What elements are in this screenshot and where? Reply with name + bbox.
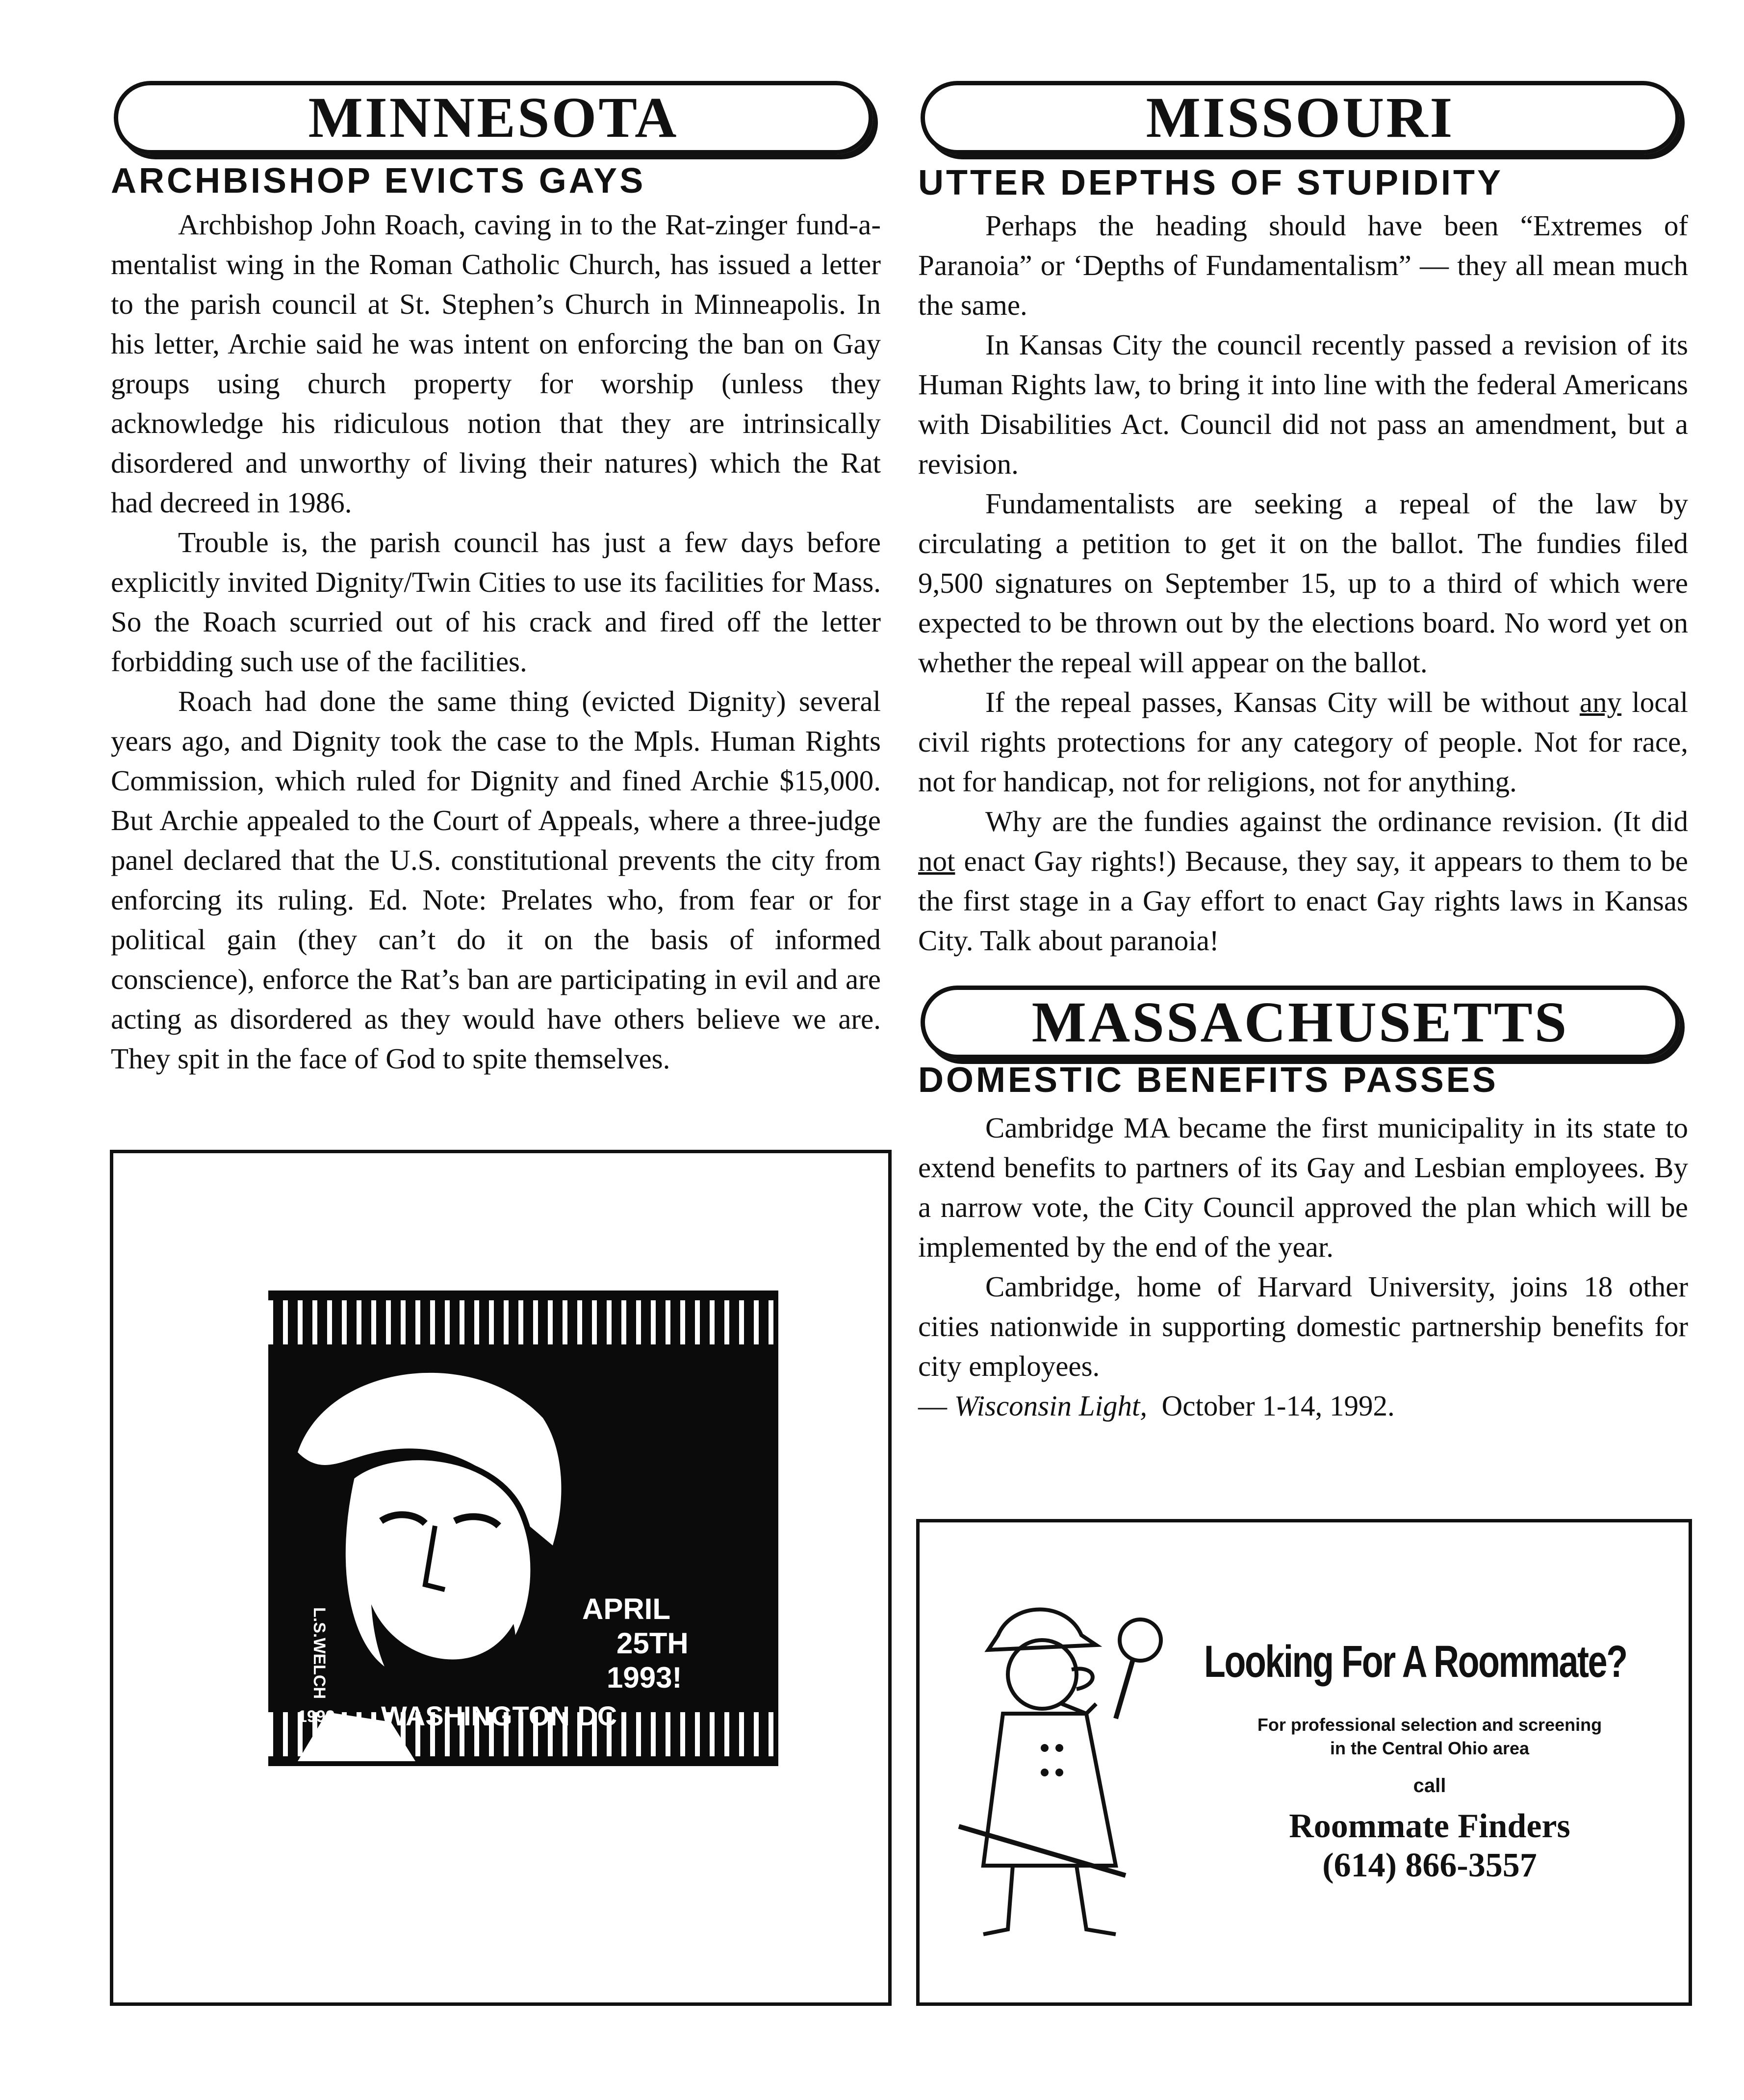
massachusetts-article bbox=[918, 1108, 1688, 1426]
missouri-paragraph-2: In Kansas City the council recently passed a revision of its Human Rights law, to bring it into line with the federal Americans with Disabilities Act. Council did not pass an amendment, but a revision. bbox=[918, 329, 1688, 480]
credit-date: October 1-14, 1992. bbox=[1161, 1390, 1395, 1422]
poster-date-month: APRIL bbox=[582, 1593, 670, 1625]
poster-year: 1992 bbox=[298, 1707, 335, 1726]
missouri-paragraph-4 bbox=[918, 683, 1688, 802]
detective-illustration bbox=[939, 1591, 1170, 1944]
massachusetts-banner bbox=[921, 986, 1680, 1059]
minnesota-state-title: MINNESOTA bbox=[308, 85, 679, 150]
ad-company: Roommate Finders bbox=[1289, 1807, 1570, 1845]
source-credit bbox=[918, 1386, 1688, 1426]
poster-line-miss: MISS bbox=[577, 1414, 723, 1473]
detective-legs bbox=[983, 1866, 1116, 1934]
missouri-headline: UTTER DEPTHS OF STUPIDITY bbox=[918, 163, 1504, 202]
poster-date-day: 25TH bbox=[616, 1627, 689, 1660]
missouri-banner bbox=[921, 81, 1680, 154]
p4-text-after: local civil rights protections for any category of people. Not for race, not for handicap, not for religions, not for anything. bbox=[918, 686, 1688, 798]
p5-text-before: Why are the fundies against the ordinance revision. (It did bbox=[985, 805, 1688, 837]
minnesota-paragraph-1: Archbishop John Roach, caving in to the Rat-zinger fund-a-mentalist wing in the Roman Catholic Church, has issued a letter to the parish council at St. Stephen’s Church in Minneapolis. In his letter, Archie said he was intent on enforcing the ban on Gay groups using church property for worship (unless they acknowledge his ridiculous notion that they are intrinsically disordered and unworthy of living their natures) which the Rat had decreed in 1986. bbox=[111, 208, 881, 519]
minnesota-banner bbox=[114, 81, 873, 154]
poster-line-dont: DONT bbox=[577, 1358, 743, 1417]
ad-line-1: For professional selection and screening bbox=[1257, 1715, 1602, 1735]
minnesota-headline: ARCHBISHOP EVICTS GAYS bbox=[111, 161, 646, 201]
missouri-article bbox=[918, 206, 1688, 961]
massachusetts-state-title: MASSACHUSETTS bbox=[1031, 990, 1569, 1054]
massachusetts-paragraph-1: Cambridge MA became the first municipality in its state to extend benefits to partners of its Gay and Lesbian employees. By a narrow vote, the City Council approved the plan which will be implemented by the end of the year. bbox=[918, 1112, 1688, 1263]
magnifying-glass bbox=[1120, 1619, 1161, 1661]
minnesota-paragraph-3: Roach had done the same thing (evicted Dignity) several years ago, and Dignity took the case to the Mpls. Human Rights Commission, which ruled for Dignity and fined Archie $15,000. But Archie appealed to the Court of Appeals, where a three-judge panel declared that the U.S. constitutional prevents the city from enforcing its ruling. Ed. Note: Prelates who, from fear or for political gain (they can’t do it on the basis of informed conscience), enforce the Rat’s ban are participating in evil and are acting as disordered as they would have others believe we are. They spit in the face of God to spite themselves. bbox=[111, 685, 881, 1075]
poster-line-one: ONE! bbox=[577, 1527, 725, 1586]
credit-dash: — bbox=[918, 1390, 954, 1422]
minnesota-article bbox=[111, 205, 881, 1079]
roommate-ad bbox=[916, 1519, 1692, 2006]
p5-underlined-not: not bbox=[918, 845, 955, 877]
ad-phone: (614) 866-3557 bbox=[1322, 1847, 1537, 1884]
deerstalker-hat bbox=[988, 1610, 1096, 1650]
massachusetts-headline: DOMESTIC BENEFITS PASSES bbox=[918, 1061, 1498, 1100]
poster-place: WASHINGTON DC bbox=[381, 1700, 617, 1731]
p4-underlined-any: any bbox=[1579, 686, 1622, 718]
missouri-paragraph-5 bbox=[918, 802, 1688, 961]
poster-signature: L.S.WELCH bbox=[309, 1607, 329, 1699]
minnesota-paragraph-2: Trouble is, the parish council has just a few days before explicitly invited Dignity/Twin Cities to use its facilities for Mass. So the Roach scurried out of his crack and fired off the letter forbidding such use of the facilities. bbox=[111, 526, 881, 678]
missouri-state-title: MISSOURI bbox=[1146, 85, 1455, 150]
detective-coat bbox=[983, 1714, 1116, 1866]
massachusetts-paragraph-2: Cambridge, home of Harvard University, joins 18 other cities nationwide in supporting domestic partnership benefits for city employees. bbox=[918, 1270, 1688, 1382]
detective-head bbox=[1008, 1640, 1077, 1709]
march-poster bbox=[268, 1290, 778, 1766]
ad-line-2: in the Central Ohio area bbox=[1330, 1738, 1530, 1758]
missouri-paragraph-1: Perhaps the heading should have been “Extremes of Paranoia” or ‘Depths of Fundamentalism” — they all mean much the same. bbox=[918, 209, 1688, 321]
credit-source: Wisconsin Light, bbox=[954, 1390, 1148, 1422]
poster-line-this: THIS bbox=[577, 1470, 714, 1530]
p5-text-after: enact Gay rights!) Because, they say, it appears to them to be the first stage in a Gay effort to enact Gay rights laws in Kansas City. Talk about paranoia! bbox=[918, 845, 1688, 957]
ad-title: Looking For A Roommate? bbox=[1204, 1637, 1627, 1687]
p4-text-before: If the repeal passes, Kansas City will be without bbox=[985, 686, 1580, 718]
missouri-paragraph-3: Fundamentalists are seeking a repeal of the law by circulating a petition to get it on the ballot. The fundies filed 9,500 signatures on September 15, up to a third of which were expected to be thrown out by the elections board. No word yet on whether the repeal will appear on the ballot. bbox=[918, 487, 1688, 679]
ad-call: call bbox=[1413, 1775, 1446, 1796]
poster-date-year: 1993! bbox=[607, 1661, 682, 1694]
